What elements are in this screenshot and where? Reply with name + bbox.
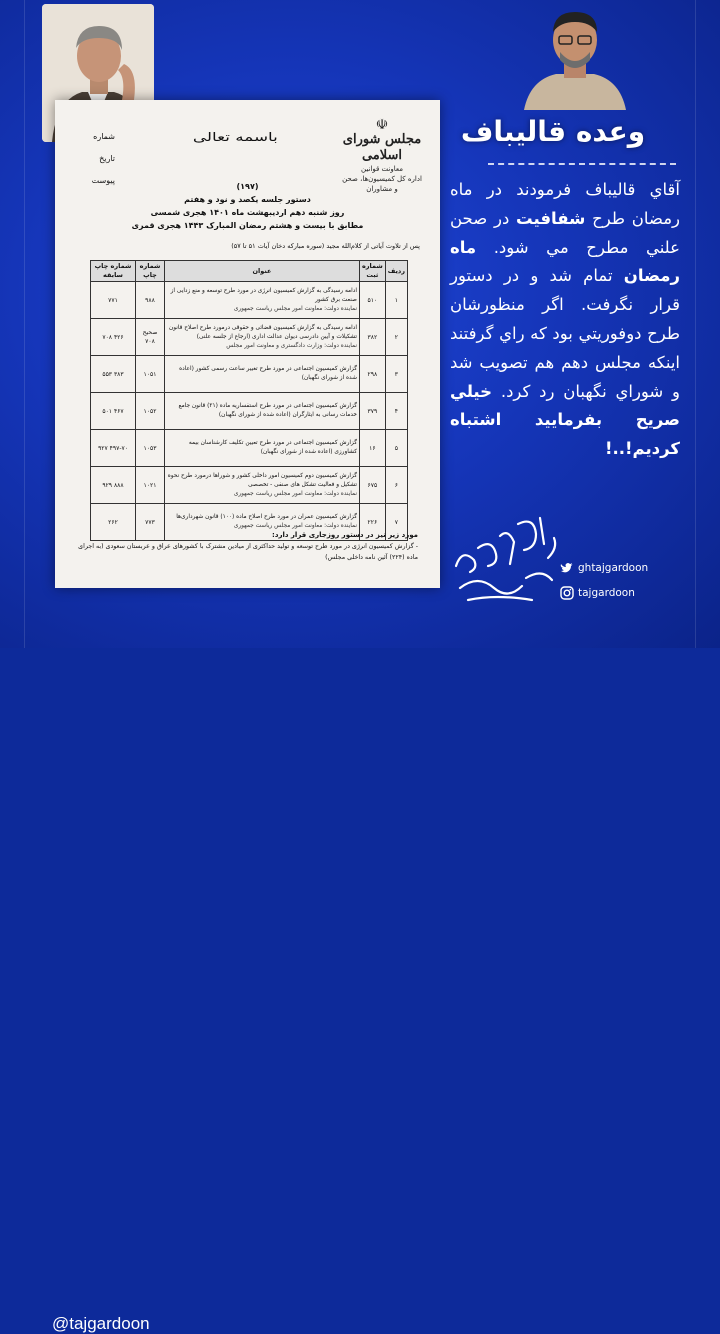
agenda-title-text: گزارش کمیسیون عمران در مورد طرح اصلاح ماده (۱۰۰) قانون شهرداری‌ها: [176, 514, 357, 520]
previous-print-number-text: ۸۸۸ ۹۲۹: [102, 481, 124, 489]
document-intro: پس از تلاوت آیاتی از کلام‌الله مجید (سوره مبارکه دخان آیات ۵۱ تا ۵۷): [231, 242, 420, 250]
body-text-part: در صحن علني مطرح مي شود.: [450, 208, 680, 257]
registration-number: [359, 393, 385, 430]
body-text-part: تمام شد و در دستور قرار نگرفت. اگر منظورشان طرح دوفوريتي بود که راي گرفتند اينکه مجلس دهم هم تصويب شد و شوراي نگهبان رد کرد.: [450, 266, 680, 401]
previous-print-number-text: ۷۷۱: [108, 296, 118, 304]
post-body: [450, 176, 680, 464]
row-number: [385, 356, 407, 393]
meta-number: شماره: [93, 132, 115, 141]
row-number-text: ۱: [394, 296, 398, 304]
signature-calligraphy: [448, 508, 564, 610]
government-representative: نماینده دولت: معاونت امور مجلس ریاست جمهوری: [233, 523, 357, 529]
print-number: [136, 319, 165, 356]
government-representative: نماینده دولت: معاونت امور مجلس ریاست جمهوری: [233, 305, 357, 312]
logo-line-1: مجلس شورای اسلامی: [342, 132, 422, 163]
print-number-text: ۷۷۳: [145, 518, 155, 526]
table-row: [91, 393, 408, 430]
body-text-highlight: ماه رمضان: [450, 237, 680, 286]
meta-date: تاریخ: [99, 154, 115, 163]
previous-print-number-text: ۴۲۶ ۷۰۸: [102, 333, 124, 341]
print-number-text: ۱۰۵۱: [143, 370, 157, 378]
registration-number-text: ۵۱۰: [367, 296, 378, 304]
row-number: [385, 393, 407, 430]
agenda-title-text: گزارش کمیسیون اجتماعی در مورد طرح تغییر ساعت رسمی کشور (اعاده شده از شورای نگهبان): [179, 366, 357, 381]
agenda-title: [165, 467, 360, 504]
registration-number-text: ۲۲۶: [367, 518, 378, 526]
document-headline: [95, 180, 400, 232]
headline-line: (۱۹۷): [236, 182, 259, 191]
person-illustration: [520, 4, 630, 110]
instagram-handle: tajgardoon: [578, 587, 635, 599]
registration-number-text: ۳۸۲: [367, 333, 378, 341]
row-number: [385, 282, 407, 319]
column-header: شماره چاپ سابقه: [91, 261, 136, 282]
caption-bar: [0, 648, 720, 1333]
row-number: [385, 319, 407, 356]
agenda-title: [165, 393, 360, 430]
print-number-text: ۱۰۵۳: [143, 444, 157, 452]
headline-line: روز شنبه دهم اردیبهشت ماه ۱۴۰۱ هجری شمسی: [150, 208, 345, 217]
print-number-text: ۱۰۵۲: [143, 407, 157, 415]
agenda-title-text: گزارش کمیسیون اجتماعی در مورد طرح استفساریه ماده (۲۱) قانون جامع خدمات رسانی به ایثارگران (اعاده شده از شورای نگهبان): [178, 403, 357, 418]
column-header: شماره چاپ: [136, 261, 165, 282]
twitter-handle: ghtajgardoon: [578, 562, 649, 574]
row-number-text: ۴: [394, 407, 398, 415]
previous-print-number-text: ۳۸۳ ۵۵۳: [102, 370, 124, 378]
agenda-document: [55, 100, 440, 588]
previous-print-number: [91, 430, 136, 467]
twitter-link[interactable]: [560, 558, 648, 578]
post-title: وعده قالیباف: [460, 115, 646, 148]
row-number-text: ۲: [394, 333, 398, 341]
print-number: [136, 356, 165, 393]
registration-number: [359, 430, 385, 467]
table-row: [91, 282, 408, 319]
print-number-text: صحیح ۷۰۸: [142, 329, 158, 345]
post-image: [0, 0, 720, 648]
government-representative: نماینده دولت: وزارت دادگستری و معاونت امور مجلس: [226, 342, 357, 349]
registration-number: [359, 356, 385, 393]
previous-print-number: [91, 467, 136, 504]
dashed-divider: [488, 163, 676, 165]
previous-print-number-text: ۴۹۷-۷۰ ۹۲۷: [98, 444, 128, 452]
previous-print-number: [91, 319, 136, 356]
table-header-row: [91, 261, 408, 282]
column-header: عنوان: [165, 261, 360, 282]
registration-number-text: ۱۶: [369, 444, 376, 452]
print-number: [136, 282, 165, 319]
agenda-title-text: گزارش کمیسیون دوم کمیسیون امور داخلی کشور و شوراها درمورد طرح نحوه تشکیل و فعالیت تشکل های صنفی - تخصصی: [167, 472, 357, 488]
logo-line-3: اداره کل کمیسیون‌ها، صحن و مشاوران: [342, 175, 422, 193]
row-number-text: ۷: [394, 518, 398, 526]
government-representative: نماینده دولت: معاونت امور مجلس ریاست جمهوری: [233, 490, 357, 497]
registration-number: [359, 282, 385, 319]
instagram-icon: [560, 586, 574, 600]
agenda-title: [165, 356, 360, 393]
print-number: [136, 467, 165, 504]
instagram-link[interactable]: [560, 583, 648, 603]
agenda-table: [90, 260, 408, 541]
agenda-title: [165, 282, 360, 319]
previous-print-number: [91, 393, 136, 430]
emblem-icon: ☫: [375, 117, 389, 133]
registration-number-text: ۳۷۹: [367, 407, 378, 415]
document-footer: [75, 530, 418, 563]
previous-print-number: [91, 356, 136, 393]
previous-print-number-text: ۲۶۲: [108, 518, 118, 526]
print-number-text: ۱۰۲۱: [143, 481, 157, 489]
registration-number-text: ۶۷۵: [367, 481, 378, 489]
headline-line: دستور جلسه یکصد و نود و هفتم: [184, 195, 311, 204]
body-text-highlight: شفافيت: [516, 208, 586, 228]
body-text-closing: خيلي صريح بفرماييد اشتباه كرديم!..!: [450, 381, 680, 459]
column-header: شماره ثبت: [359, 261, 385, 282]
row-number-text: ۶: [394, 481, 398, 489]
meta-attachment: پیوست: [91, 176, 115, 185]
social-links: [560, 558, 648, 608]
agenda-title-text: ادامه رسیدگی به گزارش کمیسیون انرژی در مورد طرح توسعه و منع زدایی از صنعت برق کشور: [170, 287, 357, 303]
row-number: [385, 467, 407, 504]
table-row: [91, 430, 408, 467]
headline-line: مطابق با بیست و هشتم رمضان المبارک ۱۴۴۳ هجری قمری: [131, 221, 364, 230]
column-header: ردیف: [385, 261, 407, 282]
agenda-title-text: ادامه رسیدگی به گزارش کمیسیون قضائی و حقوقی درمورد طرح اصلاح قانون تشکیلات و آیین دادرسی دیوان عدالت اداری (ارجاع از جلسه علنی): [168, 324, 357, 340]
agenda-title: [165, 430, 360, 467]
registration-number-text: ۲۹۸: [367, 370, 378, 378]
footer-text: - گزارش کمیسیون انرژی در مورد طرح توسعه و تولید حداکثری از میادین مشترک با کشورهای عراق و عربستان سعودی (به اجرای ماده (۲۲۴) آئین نامه داخلی مجلس): [78, 543, 418, 561]
author-signature: [448, 508, 564, 610]
subject-photo: [520, 4, 630, 110]
table-row: [91, 319, 408, 356]
bismillah: باسمه تعالی: [192, 130, 278, 144]
print-number: [136, 430, 165, 467]
table-row: [91, 467, 408, 504]
print-number-text: ۹۸۸: [145, 296, 155, 304]
logo-line-2: معاونت قوانین: [361, 165, 403, 173]
previous-print-number-text: ۴۶۷ ۵۰۱: [102, 407, 124, 415]
row-number-text: ۳: [394, 370, 398, 378]
agenda-title: [165, 319, 360, 356]
agenda-title-text: گزارش کمیسیون اجتماعی در مورد طرح تعیین تکلیف کارشناسان بیمه کشاورزی (اعاده شده از شورای نگهبان): [188, 440, 357, 455]
row-number: [385, 430, 407, 467]
footer-title: مورد زیر نیز در دستور روزجاری قرار دارد:: [272, 531, 418, 539]
previous-print-number: [91, 282, 136, 319]
body-text-part: آقاي قاليباف فرمودند در ماه رمضان طرح: [450, 180, 681, 228]
registration-number: [359, 467, 385, 504]
table-row: [91, 356, 408, 393]
row-number-text: ۵: [394, 444, 398, 452]
registration-number: [359, 319, 385, 356]
print-number: [136, 393, 165, 430]
twitter-icon: [560, 561, 574, 575]
account-handle[interactable]: @tajgardoon: [52, 1314, 150, 1333]
